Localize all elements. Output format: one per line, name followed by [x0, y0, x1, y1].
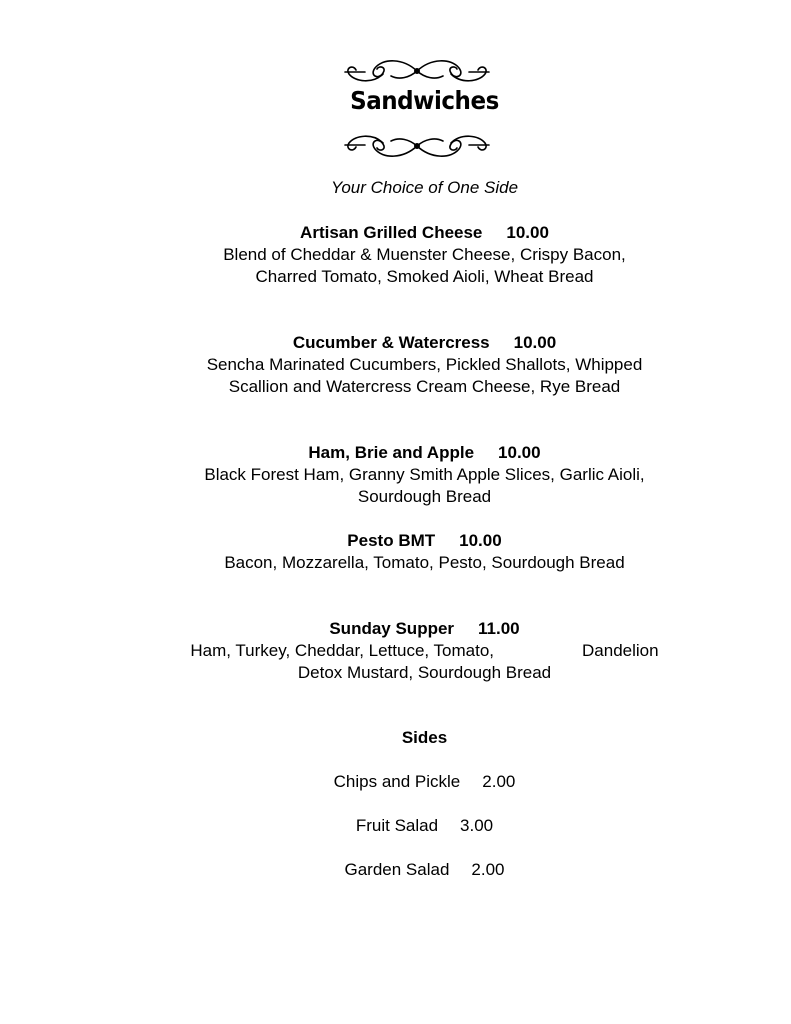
side-item [0, 772, 791, 792]
item-price: 10.00 [459, 531, 502, 550]
ornamental-flourish-bottom-icon [343, 131, 491, 161]
sides-heading: Sides [401, 728, 448, 747]
item-description: Scallion and Watercress Cream Cheese, Rye Bread [228, 377, 621, 396]
item-price: 10.00 [513, 333, 557, 352]
item-description: Blend of Cheddar & Muenster Cheese, Crispy Bacon, [223, 245, 626, 264]
page-title: Sandwiches [350, 86, 499, 115]
subtitle: Your Choice of One Side [330, 178, 519, 197]
side-name: Fruit Salad [355, 816, 439, 835]
item-price: 10.00 [498, 443, 541, 462]
item-description: Detox Mustard, Sourdough Bread [297, 663, 552, 682]
item-description: Bacon, Mozzarella, Tomato, Pesto, Sourdough Bread [224, 553, 625, 572]
item-name: Ham, Brie and Apple [308, 443, 475, 462]
item-name: Artisan Grilled Cheese [300, 223, 483, 242]
item-description: Ham, Turkey, Cheddar, Lettuce, Tomato, [190, 641, 495, 660]
menu-item [0, 618, 791, 684]
item-description: Sourdough Bread [357, 487, 492, 506]
item-price: 10.00 [506, 223, 549, 242]
item-price: 11.00 [478, 619, 520, 638]
side-price: 3.00 [460, 816, 494, 835]
item-name: Sunday Supper [329, 619, 455, 638]
item-name: Cucumber & Watercress [292, 333, 490, 352]
item-description: Charred Tomato, Smoked Aioli, Wheat Bread [255, 267, 594, 286]
ornamental-flourish-top-icon [343, 56, 491, 86]
item-name: Pesto BMT [347, 531, 436, 550]
menu-item [0, 332, 791, 398]
side-item [0, 816, 791, 836]
side-price: 2.00 [482, 772, 516, 791]
side-name: Chips and Pickle [333, 772, 461, 791]
menu-item [0, 222, 791, 288]
side-price: 2.00 [471, 860, 505, 879]
item-description: Dandelion [582, 641, 659, 660]
menu-item [0, 442, 791, 508]
item-description: Sencha Marinated Cucumbers, Pickled Shallots, Whipped [206, 355, 643, 374]
item-description: Black Forest Ham, Granny Smith Apple Slices, Garlic Aioli, [204, 465, 645, 484]
side-name: Garden Salad [344, 860, 450, 879]
menu-item [0, 530, 791, 574]
side-item [0, 860, 791, 880]
